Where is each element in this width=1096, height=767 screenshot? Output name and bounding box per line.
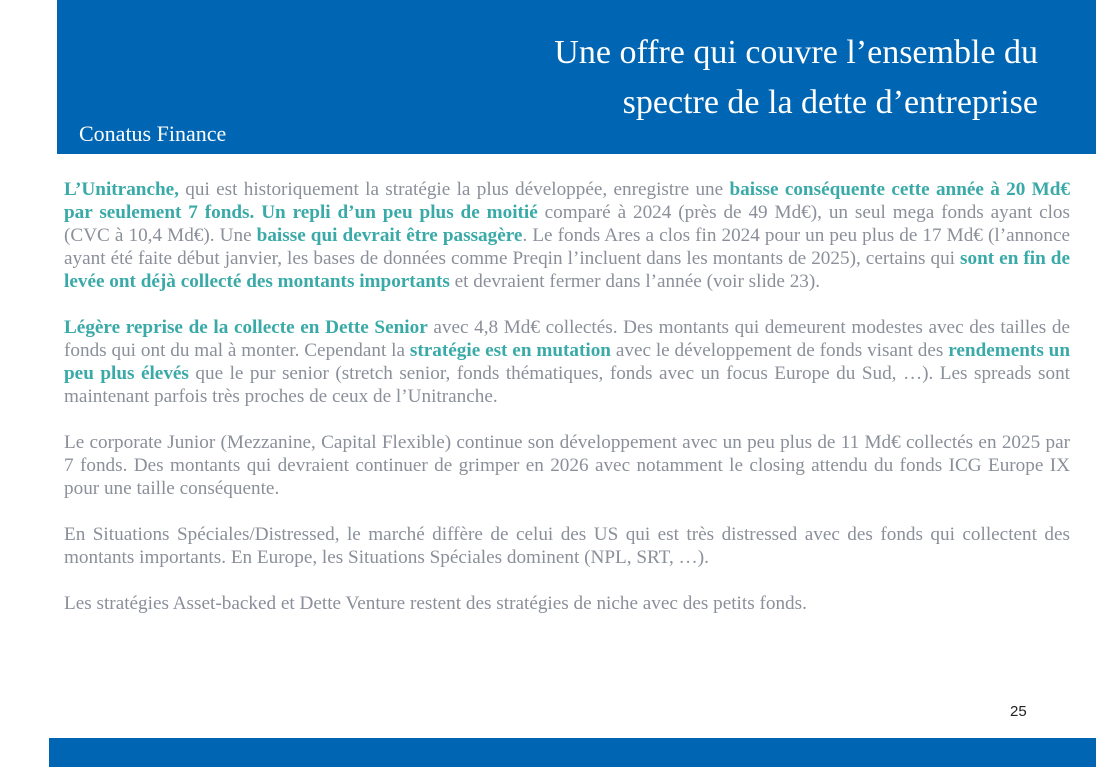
body-text: En Situations Spéciales/Distressed, le marché diffère de celui des US qui est très distressed avec des fonds qui collectent des montants importants. En Europe, les Situations Spéciales dominent (NPL, SRT, …). (64, 524, 1070, 568)
highlight-text: baisse conséquente cette année à 20 Md€ par seulement 7 fonds. Un repli d’un peu plus de moitié (64, 179, 1071, 223)
body-text: et devraient fermer dans l’année (voir slide 23). (449, 271, 821, 292)
slide-title (338, 28, 1038, 128)
body-text: que le pur senior (stretch senior, fonds thématiques, fonds avec un focus Europe du Sud, …). Les spreads sont maintenant parfois très proches de ceux de l’Unitranche. (64, 363, 1070, 407)
body-text: qui est historiquement la stratégie la plus développée, enregistre une (178, 179, 730, 200)
slide-title-line-2: spectre de la dette d’entreprise (622, 84, 1038, 121)
page-number: 25 (1010, 703, 1027, 720)
paragraph-corporate-junior (64, 431, 1070, 500)
header-banner (57, 0, 1096, 154)
body-text: . Le fonds Ares a clos fin 2024 pour un peu plus de 17 Md€ (l’annonce ayant été faite début janvier, les bases de données comme Preqin l’incluent dans les montants de 2025), certains qui (64, 225, 1071, 269)
brand-name: Conatus Finance (79, 121, 227, 146)
paragraph-dette-senior (64, 316, 1070, 408)
body-content (64, 178, 1070, 638)
body-text: avec le développement de fonds visant des (610, 340, 949, 361)
highlight-text: stratégie est en mutation (409, 340, 611, 361)
highlight-text: rendements un peu plus élevés (64, 340, 1070, 384)
highlight-text: L’Unitranche, (64, 179, 179, 200)
highlight-text: baisse qui devrait être passagère (256, 225, 523, 246)
body-text: Le corporate Junior (Mezzanine, Capital Flexible) continue son développement avec un peu plus de 11 Md€ collectés en 2025 par 7 fonds. Des montants qui devraient continuer de grimper en 2026 avec notamment le closing attendu du fonds ICG Europe IX pour une taille conséquente. (64, 432, 1070, 499)
body-text: comparé à 2024 (près de 49 Md€), un seul mega fonds ayant clos (CVC à 10,4 Md€). Une (64, 202, 1070, 246)
paragraph-asset-backed (64, 592, 1070, 615)
body-text: Les stratégies Asset-backed et Dette Venture restent des stratégies de niche avec des petits fonds. (64, 593, 807, 614)
paragraph-situations-speciales (64, 523, 1070, 569)
highlight-text: Légère reprise de la collecte en Dette Senior (64, 317, 428, 338)
body-text: avec 4,8 Md€ collectés. Des montants qui demeurent modestes avec des tailles de fonds qui ont du mal à monter. Cependant la (64, 317, 1070, 361)
slide-title-line-1: Une offre qui couvre l’ensemble du (554, 34, 1038, 71)
paragraph-unitranche (64, 178, 1070, 293)
footer-bar (49, 738, 1096, 767)
highlight-text: sont en fin de levée ont déjà collecté des montants importants (64, 248, 1070, 292)
